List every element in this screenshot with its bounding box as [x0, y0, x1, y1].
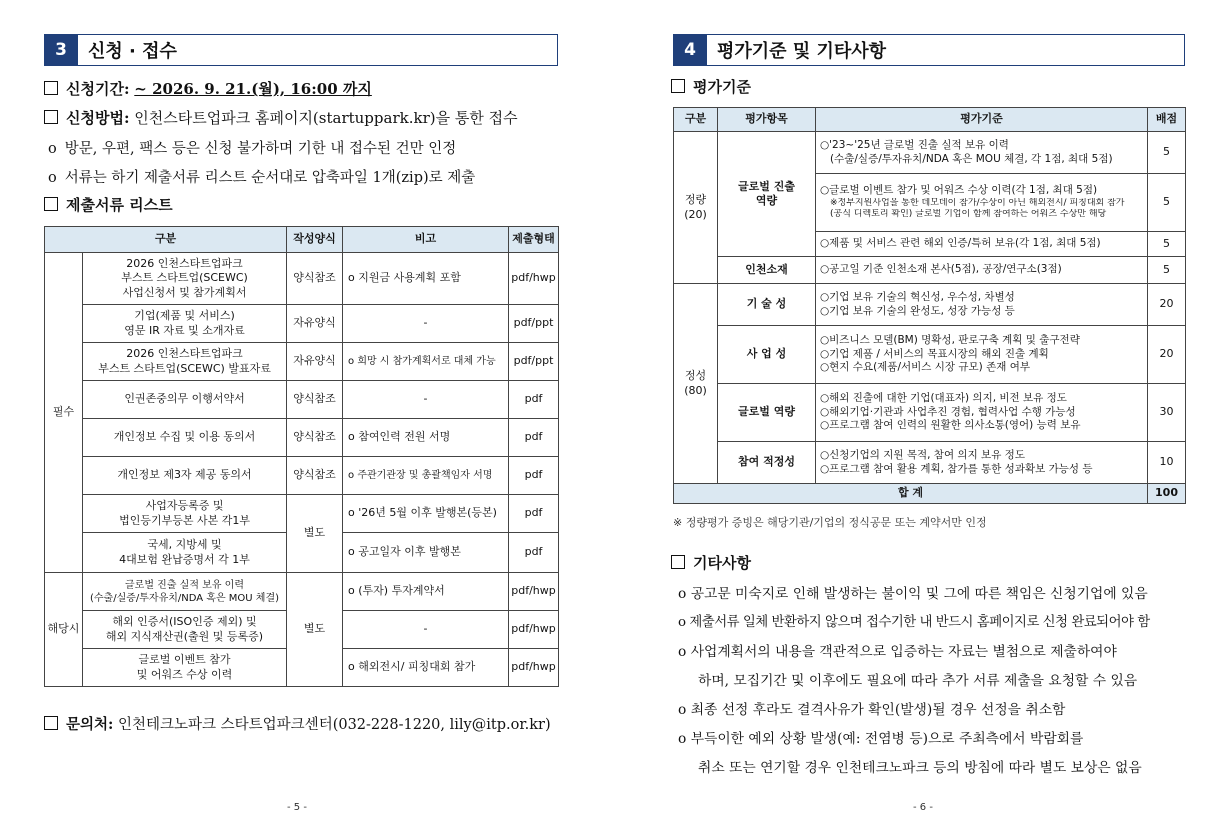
section-title: 평가기준 및 기타사항 [707, 34, 1185, 66]
format-cell: pdf [509, 495, 559, 533]
col-header: 제출형태 [509, 227, 559, 253]
table-row [674, 442, 1186, 484]
criteria-cell: ○제품 및 서비스 관련 해외 인증/특허 보유(각 1점, 최대 5점) [816, 232, 1148, 257]
col-header: 구분 [674, 108, 718, 132]
bullet-text: 서류는 하기 제출서류 리스트 순서대로 압축파일 1개(zip)로 제출 [64, 170, 476, 186]
checkbox-icon [44, 716, 58, 730]
score-cell: 30 [1148, 384, 1186, 442]
format-cell: pdf [509, 381, 559, 419]
format-cell: pdf/ppt [509, 343, 559, 381]
category-quant: 정량 (20) [674, 132, 718, 284]
table-row [45, 253, 559, 305]
table-row [674, 284, 1186, 326]
item-incheon: 인천소재 [718, 257, 816, 284]
score-cell: 20 [1148, 284, 1186, 326]
form-cell: 양식참조 [287, 457, 343, 495]
table-row [45, 381, 559, 419]
item-cell: 국세, 지방세 및 4대보험 완납증명서 각 1부 [83, 533, 287, 573]
separate-form-cell: 별도 [287, 495, 343, 573]
category-qual: 정성 (80) [674, 284, 718, 484]
item-cell: 글로벌 이벤트 참가 및 어워즈 수상 이력 [83, 649, 287, 687]
format-cell: pdf [509, 533, 559, 573]
note-cell: o 주관기관장 및 총괄책임자 서명 [343, 457, 509, 495]
col-header: 비고 [343, 227, 509, 253]
contact-label: 문의처: [66, 716, 114, 733]
criteria-cell: ○'23~'25년 글로벌 진출 실적 보유 이력 (수출/실증/투자유치/NDA 혹은 MOU 체결, 각 1점, 최대 5점) [816, 132, 1148, 174]
section-header-4 [673, 34, 1185, 66]
item-cell: 인권존중의무 이행서약서 [83, 381, 287, 419]
item-cell: 해외 인증서(ISO인증 제외) 및 해외 지식재산권(출원 및 등록증) [83, 611, 287, 649]
etc-line: 하며, 모집기간 및 이후에도 필요에 따라 추가 서류 제출을 요청할 수 있음 [698, 673, 1138, 689]
docs-title: 제출서류 리스트 [66, 196, 173, 214]
note-cell: - [343, 305, 509, 343]
criteria-title-line [671, 76, 751, 97]
note-cell: o 참여인력 전원 서명 [343, 419, 509, 457]
format-cell: pdf/hwp [509, 649, 559, 687]
score-cell: 20 [1148, 326, 1186, 384]
etc-line: o 제출서류 일체 반환하지 않으며 접수기한 내 반드시 홈페이지로 신청 완료되어야 함 [678, 615, 1150, 630]
method-value: 인천스타트업파크 홈페이지(startuppark.kr)을 통한 접수 [134, 109, 518, 127]
table-row [674, 257, 1186, 284]
contact-value: 인천테크노파크 스타트업파크센터(032-228-1220, lily@itp.or.kr) [117, 717, 551, 733]
note-cell: o (투자) 투자계약서 [343, 573, 509, 611]
note-cell: o 지원금 사용계획 포함 [343, 253, 509, 305]
table-row [45, 343, 559, 381]
table-row [45, 573, 559, 611]
bullet-text: 방문, 우편, 팩스 등은 신청 불가하며 기한 내 접수된 건만 인정 [64, 141, 457, 157]
note-cell: - [343, 381, 509, 419]
section-title: 신청 · 접수 [78, 34, 558, 66]
criteria-cell: ○비즈니스 모델(BM) 명확성, 판로구축 계획 및 출구전략 ○기업 제품 / 서비스의 목표시장의 해외 진출 계획 ○현지 수요(제품/서비스 시장 규모) 존재 여부 [816, 326, 1148, 384]
etc-title: 기타사항 [693, 554, 751, 572]
item-cell: 글로벌 역량 [718, 384, 816, 442]
documents-table [44, 226, 559, 687]
criteria-cell: ○해외 진출에 대한 기업(대표자) 의지, 비전 보유 정도 ○해외기업·기관과 사업추진 경험, 협력사업 수행 가능성 ○프로그램 참여 인력의 원활한 의사소통(영어) 능력 보유 [816, 384, 1148, 442]
score-cell: 5 [1148, 232, 1186, 257]
form-cell: 양식참조 [287, 381, 343, 419]
checkbox-icon [44, 110, 58, 124]
period-value: ~ 2026. 9. 21.(월), 16:00 까지 [134, 80, 372, 98]
score-cell: 5 [1148, 132, 1186, 174]
etc-line: o 최종 선정 후라도 결격사유가 확인(발생)될 경우 선정을 취소함 [678, 702, 1066, 718]
method-line [44, 107, 518, 128]
note-cell: o 희망 시 참가계획서로 대체 가능 [343, 343, 509, 381]
checkbox-icon [44, 197, 58, 211]
bullet-marker: o [48, 170, 57, 186]
item-cell: 기업(제품 및 서비스) 영문 IR 자료 및 소개자료 [83, 305, 287, 343]
item-cell: 사업자등록증 및 법인등기부등본 사본 각1부 [83, 495, 287, 533]
item-cell: 기 술 성 [718, 284, 816, 326]
item-cell: 참여 적정성 [718, 442, 816, 484]
footnote: ※ 정량평가 증빙은 해당기관/기업의 정식공문 또는 계약서만 인정 [673, 516, 987, 529]
item-cell: 개인정보 수집 및 이용 동의서 [83, 419, 287, 457]
bullet-item [48, 166, 475, 187]
criteria-cell: ○기업 보유 기술의 혁신성, 우수성, 차별성 ○기업 보유 기술의 완성도, 성장 가능성 등 [816, 284, 1148, 326]
criteria-cell: ○공고일 기준 인천소재 본사(5점), 공장/연구소(3점) [816, 257, 1148, 284]
item-cell: 개인정보 제3자 제공 동의서 [83, 457, 287, 495]
group-required: 필수 [45, 253, 83, 573]
checkbox-icon [44, 81, 58, 95]
format-cell: pdf [509, 419, 559, 457]
etc-line: o 공고문 미숙지로 인해 발생하는 불이익 및 그에 따른 책임은 신청기업에 있음 [678, 586, 1148, 602]
col-header: 구분 [45, 227, 287, 253]
etc-title-line [671, 552, 751, 573]
note-cell: o 공고일자 이후 발행본 [343, 533, 509, 573]
score-cell: 5 [1148, 257, 1186, 284]
page-number: - 5 - [287, 802, 307, 813]
page-number: - 6 - [913, 802, 933, 813]
criteria-cell: ○신청기업의 지원 목적, 참여 의지 보유 정도 ○프로그램 참여 활용 계획, 참가를 통한 성과확보 가능성 등 [816, 442, 1148, 484]
score-cell: 10 [1148, 442, 1186, 484]
evaluation-table [673, 107, 1186, 504]
bullet-marker: o [48, 141, 57, 157]
etc-line: 취소 또는 연기할 경우 인천테크노파크 등의 방침에 따라 별도 보상은 없음 [698, 760, 1142, 776]
col-header: 작성양식 [287, 227, 343, 253]
etc-line: o 부득이한 예외 상황 발생(예: 전염병 등)으로 주최측에서 박람회를 [678, 731, 1084, 747]
checkbox-icon [671, 79, 685, 93]
note-cell: - [343, 611, 509, 649]
score-cell: 5 [1148, 174, 1186, 232]
table-row [45, 457, 559, 495]
table-row [45, 495, 559, 533]
section-header-3 [44, 34, 558, 66]
form-cell: 양식참조 [287, 253, 343, 305]
col-header: 배점 [1148, 108, 1186, 132]
criteria-cell: ○글로벌 이벤트 참가 및 어워즈 수상 이력(각 1점, 최대 5점) ※정부지원사업을 통한 데모데이 참가/수상이 아닌 해외전시/ 피칭대회 참가 (공식 디렉토리 확인) 글로벌 기업이 함께 참여하는 어워즈 수상만 해당 [816, 174, 1148, 232]
table-row [674, 326, 1186, 384]
method-label: 신청방법: [66, 109, 130, 127]
table-row [674, 384, 1186, 442]
format-cell: pdf/ppt [509, 305, 559, 343]
section-number: 4 [673, 34, 707, 66]
docs-title-line [44, 194, 173, 215]
criteria-title: 평가기준 [693, 78, 751, 96]
form-cell: 자유양식 [287, 343, 343, 381]
period-line [44, 78, 372, 99]
col-header: 평가항목 [718, 108, 816, 132]
table-row [45, 305, 559, 343]
item-cell: 사 업 성 [718, 326, 816, 384]
format-cell: pdf/hwp [509, 611, 559, 649]
table-row [45, 419, 559, 457]
format-cell: pdf [509, 457, 559, 495]
note-cell: o '26년 5월 이후 발행본(등본) [343, 495, 509, 533]
table-row [674, 132, 1186, 174]
total-score: 100 [1148, 484, 1186, 504]
item-cell: 글로벌 진출 실적 보유 이력 (수출/실증/투자유치/NDA 혹은 MOU 체결) [83, 573, 287, 611]
item-global: 글로벌 진출 역량 [718, 132, 816, 257]
note-cell: o 해외전시/ 피칭대회 참가 [343, 649, 509, 687]
form-cell: 양식참조 [287, 419, 343, 457]
format-cell: pdf/hwp [509, 573, 559, 611]
section-number: 3 [44, 34, 78, 66]
total-label: 합 계 [674, 484, 1148, 504]
format-cell: pdf/hwp [509, 253, 559, 305]
form-cell: 자유양식 [287, 305, 343, 343]
etc-line: o 사업계획서의 내용을 객관적으로 입증하는 자료는 별첨으로 제출하여야 [678, 644, 1117, 660]
col-header: 평가기준 [816, 108, 1148, 132]
separate-form-cell: 별도 [287, 573, 343, 687]
item-cell: 2026 인천스타트업파크 부스트 스타트업(SCEWC) 사업신청서 및 참가계획서 [83, 253, 287, 305]
total-row [674, 484, 1186, 504]
item-cell: 2026 인천스타트업파크 부스트 스타트업(SCEWC) 발표자료 [83, 343, 287, 381]
group-optional: 해당시 [45, 573, 83, 687]
contact-line [44, 713, 551, 734]
checkbox-icon [671, 555, 685, 569]
bullet-item [48, 137, 456, 158]
period-label: 신청기간: [66, 80, 130, 98]
